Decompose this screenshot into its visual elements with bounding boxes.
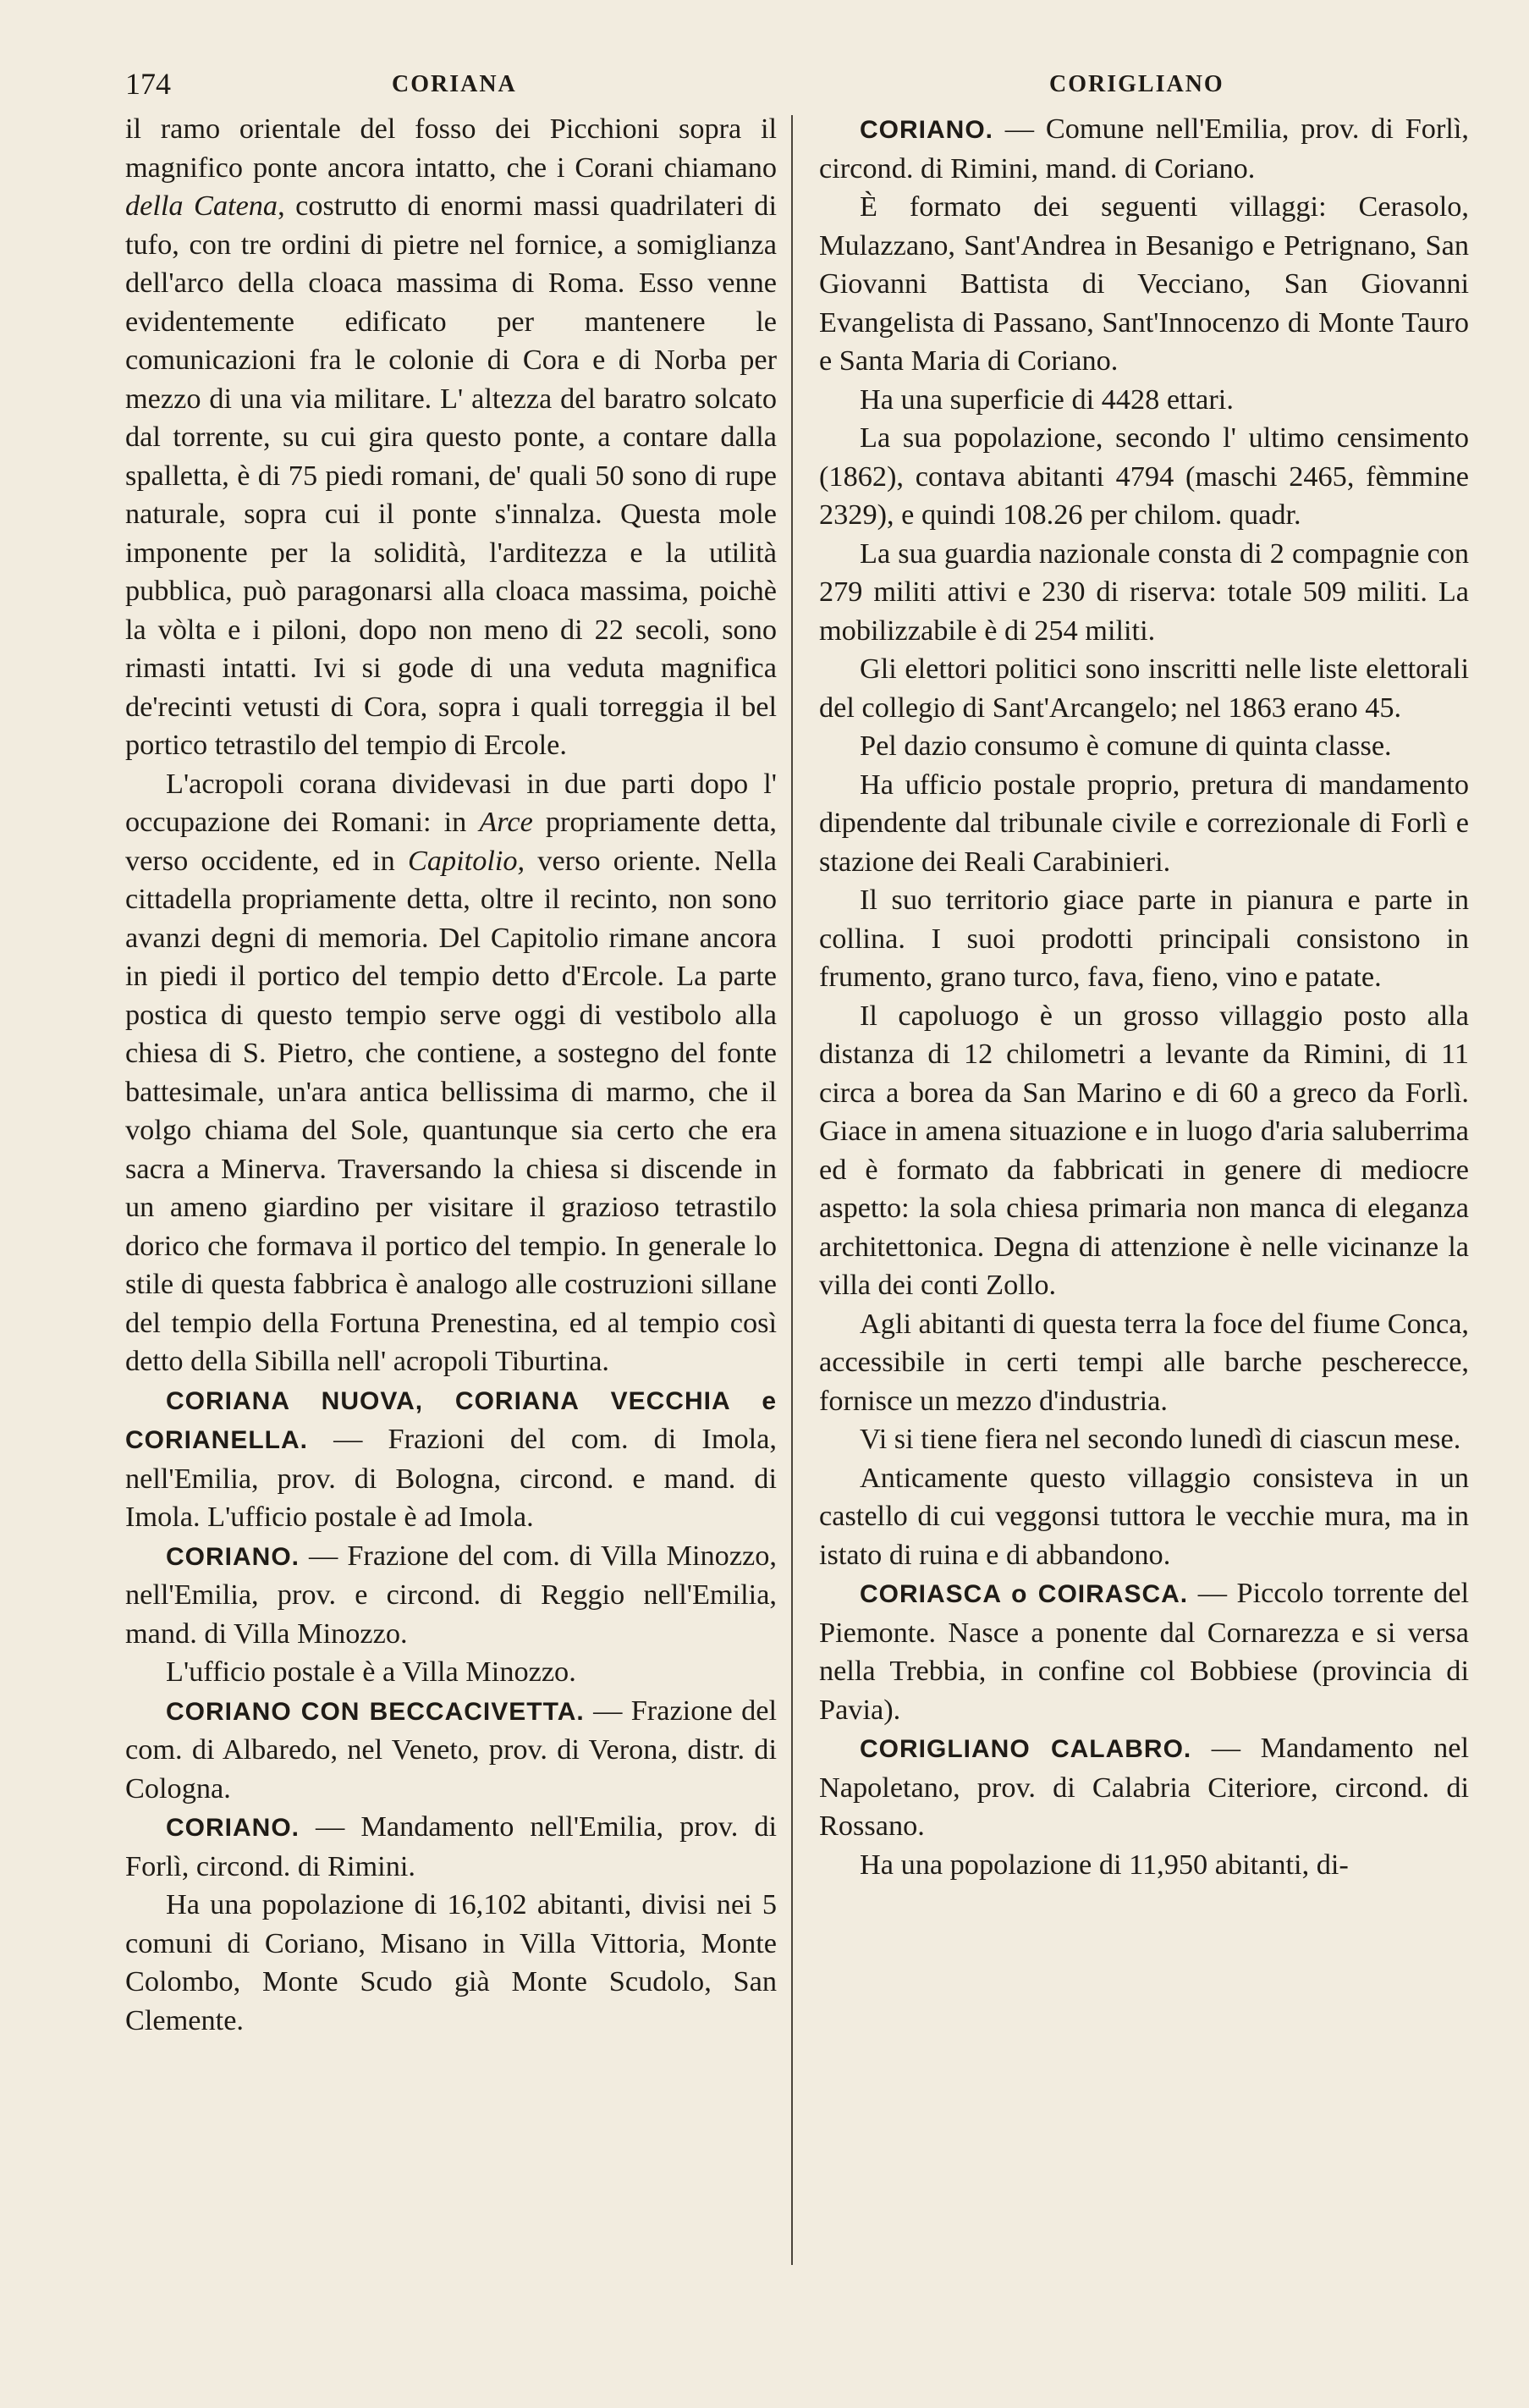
paragraph: La sua guardia nazionale consta di 2 compagnie con 279 militi attivi e 230 di riserva: totale 509 militi. La mobilizzabile è di 254 militi. [819,537,1469,647]
entry-coriana-nuova: CORIANA NUOVA, CORIANA VECCHIA e CORIANELLA. — Frazioni del com. di Imola, nell'Emilia, prov. di Bologna, circond. e mand. di Imola. L'ufficio postale è ad Imola. [125,1386,777,1533]
entry-heading: CORIANO CON BECCACIVETTA. [166,1697,585,1726]
paragraph: È formato dei seguenti villaggi: Cerasolo, Mulazzano, Sant'Andrea in Besanigo e Petrignano, San Giovanni Battista di Vecciano, San Giovanni Evangelista di Passano, Sant'Innocenzo di Monte Tauro e Santa Maria di Coriano. [819,190,1469,377]
page-number: 174 [125,67,171,101]
left-column [125,110,777,2040]
entry-heading: CORIASCA o COIRASCA. [860,1580,1189,1608]
entry-coriano-comune: CORIANO. — Comune nell'Emilia, prov. di Forlì, circond. di Rimini, mand. di Coriano. [819,113,1469,185]
paragraph: Ha una popolazione di 11,950 abitanti, di- [860,1848,1349,1881]
entry-heading: CORIANO. [860,116,993,144]
entry-heading: CORIGLIANO CALABRO. [860,1735,1192,1763]
column-divider [791,115,793,2265]
running-head-left: CORIANA [392,71,517,97]
paragraph: Gli elettori politici sono inscritti nelle liste elettorali del collegio di Sant'Arcangelo; nel 1863 erano 45. [819,653,1469,724]
running-head-right: CORIGLIANO [1049,71,1224,97]
paragraph: Il suo territorio giace parte in pianura e parte in collina. I suoi prodotti principali consistono in frumento, grano turco, fava, fieno, vino e patate. [819,884,1469,993]
paragraph: Il capoluogo è un grosso villaggio posto alla distanza di 12 chilometri a levante da Rimini, di 11 circa a borea da San Marino e di 60 a greco da Forlì. Giace in amena situazione e in luogo d'aria saluberrima ed è formato da fabbricati in genere di mediocre aspetto: la sola chiesa primaria non manca di eleganza architettonica. Degna di attenzione è nelle vicinanze la villa dei conti Zollo. [819,999,1469,1301]
entry-heading: CORIANO. [166,1814,300,1842]
right-column [819,110,1469,1884]
entry-heading: CORIANO. [166,1542,300,1571]
paragraph: Pel dazio consumo è comune di quinta classe. [860,730,1392,762]
entry-coriasca: CORIASCA o COIRASCA. — Piccolo torrente del Piemonte. Nasce a ponente dal Cornarezza e si versa nella Trebbia, in confine col Bobbiese (provincia di Pavia). [819,1577,1469,1726]
entry-corigliano-calabro: CORIGLIANO CALABRO. — Mandamento nel Napoletano, prov. di Calabria Citeriore, circond. di Rossano. [819,1732,1469,1842]
page-header [125,66,1471,105]
paragraph: il ramo orientale del fosso dei Picchioni sopra il magnifico ponte ancora intatto, che i Corani chiamano della Catena, costrutto di enormi massi quadrilateri di tufo, con tre ordini di pietre nel fornice, a somiglianza dell'arco della cloaca massima di Roma. Esso venne evidentemente edificato per mantenere le comunicazioni fra le colonie di Cora e di Norba per mezzo di una via militare. L' altezza del baratro solcato dal torrente, su cui gira questo ponte, a contare dalla spalletta, è di 75 piedi romani, de' quali 50 sono di rupe naturale, sopra cui il ponte s'innalza. Questa mole imponente per la solidità, l'arditezza e la utilità pubblica, può paragonarsi alla cloaca massima, poichè la vòlta e i piloni, dopo non meno di 22 secoli, sono rimasti intatti. Ivi si gode di una veduta magnifica de'recinti vetusti di Cora, sopra i quali torreggia il bel portico tetrastilo del tempio di Ercole. [125,113,777,761]
entry-coriano-mandamento: CORIANO. — Mandamento nell'Emilia, prov. di Forlì, circond. di Rimini. [125,1810,777,1882]
paragraph: L'ufficio postale è a Villa Minozzo. [166,1656,576,1688]
paragraph: La sua popolazione, secondo l' ultimo censimento (1862), contava abitanti 4794 (maschi 2465, fèmmine 2329), e quindi 108.26 per chilom. quadr. [819,422,1469,531]
paragraph: Vi si tiene fiera nel secondo lunedì di ciascun mese. [860,1423,1461,1455]
entry-heading: CORIANA NUOVA, CORIANA VECCHIA e CORIANELLA. [125,1386,777,1454]
entry-coriano-frazione: CORIANO. — Frazione del com. di Villa Minozzo, nell'Emilia, prov. e circond. di Reggio nell'Emilia, mand. di Villa Minozzo. [125,1539,777,1650]
paragraph: Ha ufficio postale proprio, pretura di mandamento dipendente dal tribunale civile e correzionale di Forlì e stazione dei Reali Carabinieri. [819,768,1469,878]
paragraph: Anticamente questo villaggio consisteva in un castello di cui veggonsi tuttora le vecchie mura, ma in istato di ruina e di abbandono. [819,1461,1469,1571]
entry-coriano-beccacivetta: CORIANO CON BECCACIVETTA. — Frazione del com. di Albaredo, nel Veneto, prov. di Verona, distr. di Cologna. [125,1694,777,1805]
paragraph: Ha una superficie di 4428 ettari. [860,383,1234,416]
paragraph: Ha una popolazione di 16,102 abitanti, divisi nei 5 comuni di Coriano, Misano in Villa Vittoria, Monte Colombo, Monte Scudo già Monte Scudolo, San Clemente. [125,1888,777,2036]
paragraph: L'acropoli corana dividevasi in due parti dopo l' occupazione dei Romani: in Arce propriamente detta, verso occidente, ed in Capitolio, verso oriente. Nella cittadella propriamente detta, oltre il recinto, non sono avanzi degni di memoria. Del Capitolio rimane ancora in piedi il portico del tempio detto d'Ercole. La parte postica di questo tempio serve oggi di vestibolo alla chiesa di S. Pietro, che contiene, a sostegno del fonte battesimale, un'ara antica bellissima di marmo, che il volgo chiama del Sole, quantunque sia certo che era sacra a Minerva. Traversando la chiesa si discende in un ameno giardino per visitare il grazioso tetrastilo dorico che formava il portico del tempio. In generale lo stile di questa fabbrica è analogo alle costruzioni sillane del tempio della Fortuna Prenestina, ed al tempio così detto della Sibilla nell' acropoli Tiburtina. [125,767,777,1377]
paragraph: Agli abitanti di questa terra la foce del fiume Conca, accessibile in certi tempi alle barche pescherecce, fornisce un mezzo d'industria. [819,1307,1469,1417]
